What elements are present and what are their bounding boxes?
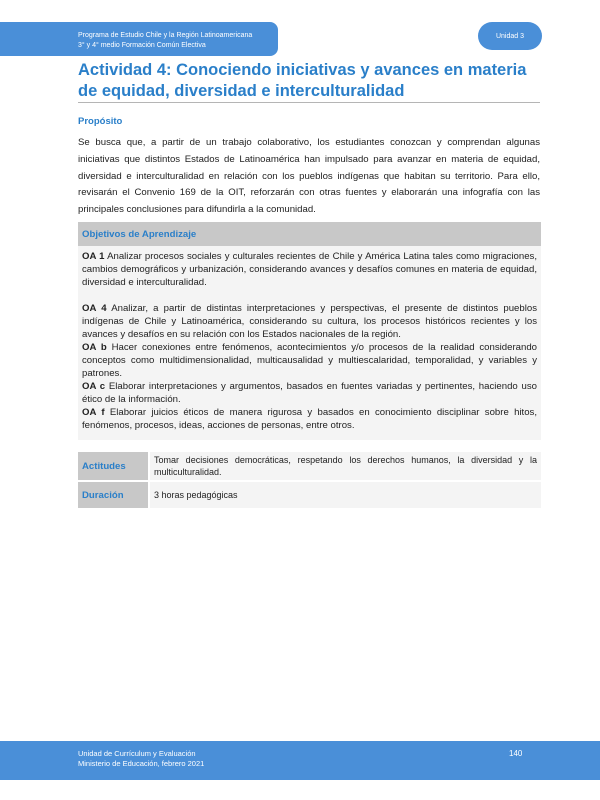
objective-code: OA 1 — [82, 251, 105, 262]
objective-text: Elaborar juicios éticos de manera rigurosa y basados en conocimiento disciplinar sobre hitos, fenómenos, procesos, ideas, acciones de personas, entre otros. — [82, 407, 537, 431]
purpose-heading: Propósito — [78, 116, 123, 127]
title-divider — [78, 102, 540, 103]
objective-code: OA f — [82, 407, 105, 418]
program-level: 3° y 4° medio Formación Común Electiva — [78, 42, 206, 49]
page-number: 140 — [509, 749, 523, 758]
objective-text: Hacer conexiones entre fenómenos, acontecimientos y/o procesos de la realidad considerando conceptos como multidimensionalidad, multicausalidad y multiescalaridad, temporalidad, y variables y patrones. — [82, 342, 537, 379]
footer-unit: Unidad de Currículum y Evaluación — [78, 749, 196, 758]
page-title: Actividad 4: Conociendo iniciativas y avances en materia de equidad, diversidad e interculturalidad — [78, 61, 527, 100]
objective-item — [82, 302, 537, 341]
footer-banner — [0, 741, 600, 780]
duration-text: 3 horas pedagógicas — [150, 482, 541, 508]
objective-text: Elaborar interpretaciones y argumentos, basados en fuentes variadas y pertinentes, haciendo uso ético de la información. — [82, 381, 537, 405]
objective-code: OA 4 — [82, 303, 107, 314]
duration-label: Duración — [78, 482, 150, 508]
unit-badge: Unidad 3 — [478, 22, 542, 50]
footer-ministry: Ministerio de Educación, febrero 2021 — [78, 759, 205, 768]
activity-meta-table — [78, 450, 541, 510]
program-title: Programa de Estudio Chile y la Región Latinoamericana — [78, 32, 253, 39]
objectives-list — [78, 246, 541, 440]
objective-item — [82, 341, 537, 380]
objective-item — [82, 406, 537, 432]
objective-item — [82, 250, 537, 289]
objective-code: OA c — [82, 381, 106, 392]
objective-text: Analizar, a partir de distintas interpretaciones y perspectivas, el presente de distintos pueblos indígenas de Chile y Latinoamérica, considerando su cultura, los procesos históricos recientes y los avances y desafíos en su relación con los Estados nacionales de la región. — [82, 303, 537, 340]
objective-code: OA b — [82, 342, 107, 353]
objective-item — [82, 380, 537, 406]
objectives-table — [78, 222, 541, 440]
purpose-text: Se busca que, a partir de un trabajo colaborativo, los estudiantes conozcan y comprendan algunas iniciativas que distintos Estados de Latinoamérica han impulsado para avanzar en materia de equidad, diversidad e interculturalidad en relación con los pueblos indígenas que habitan su territorio. Para ello, revisarán el Convenio 169 de la OIT, reforzarán con otras fuentes y elaborarán una infografía con las principales conclusiones para difundirla a la comunidad. — [78, 137, 540, 216]
objective-text: Analizar procesos sociales y culturales recientes de Chile y América Latina tales como migraciones, cambios demográficos y urbanización, considerando avances y desafíos comunes en materia de equidad, diversidad e interculturalidad. — [82, 251, 538, 288]
attitudes-text: Tomar decisiones democráticas, respetando los derechos humanos, la diversidad y la multiculturalidad. — [150, 452, 541, 480]
attitudes-label: Actitudes — [78, 452, 150, 480]
header-banner — [0, 22, 278, 56]
objectives-heading: Objetivos de Aprendizaje — [78, 222, 541, 246]
